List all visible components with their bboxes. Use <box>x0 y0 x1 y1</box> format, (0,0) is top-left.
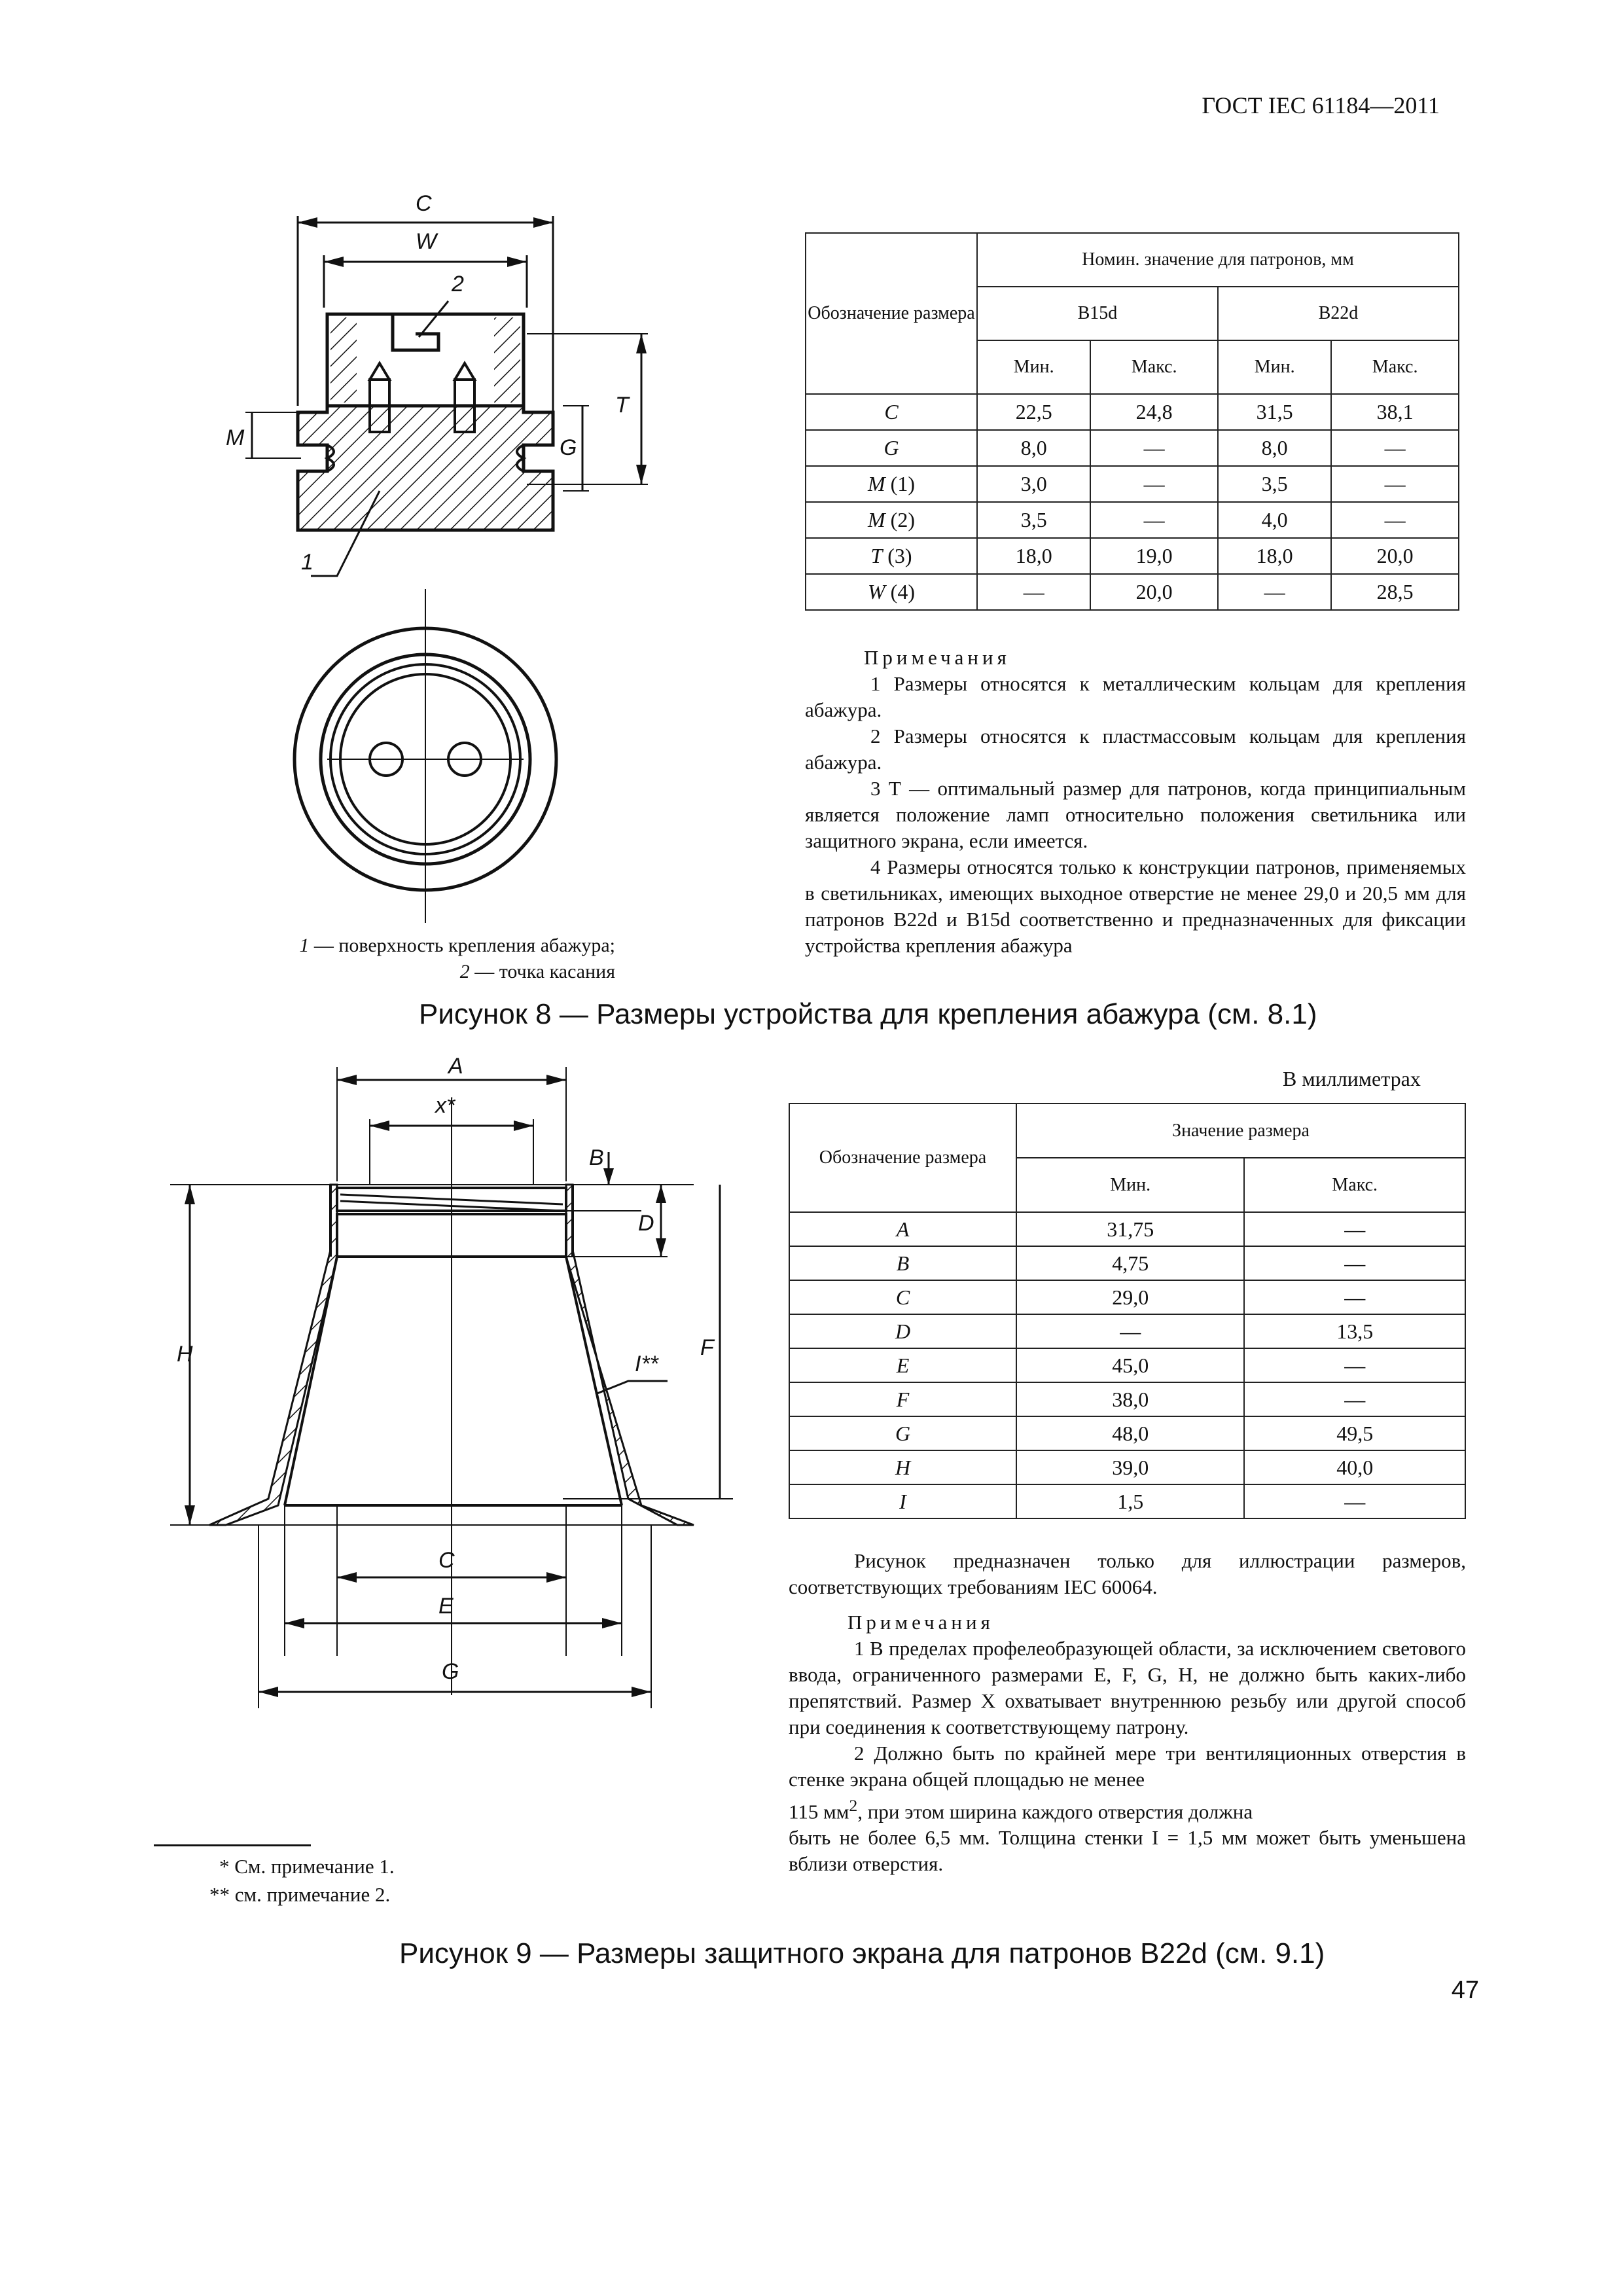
label-F: F <box>700 1335 714 1360</box>
label-1: 1 <box>301 550 313 575</box>
footnote-1: * См. примечание 1. <box>219 1855 395 1878</box>
figure8-caption: Рисунок 8 — Размеры устройства для крепления абажура (см. 8.1) <box>419 998 1317 1030</box>
table-row: I 1,5 — <box>789 1484 1465 1518</box>
note-1: 1 В пределах профелеобразующей области, за исключением светового ввода, ограниченного размерами E, F, G, H, не должно быть каких-либо препятствий. Размер X охватывает внутреннюю резьбу или другой способ при соединения к соответствующему патрону. <box>789 1637 1466 1738</box>
label-B: B <box>589 1145 604 1170</box>
page-header: ГОСТ IEC 61184—2011 <box>1202 92 1440 118</box>
note-3: 3 Т — оптимальный размер для патронов, когда принципиальным является положение ламп относительно положения светильника или защитного экрана, если имеется. <box>805 777 1466 852</box>
note-2: 2 Должно быть по крайней мере три вентиляционных отверстия в стенке экрана общей площадью не менее <box>789 1742 1466 1791</box>
label-A: A <box>448 1054 463 1079</box>
footnote-2: ** см. примечание 2. <box>209 1883 391 1906</box>
label-M: M <box>226 425 245 450</box>
notes-title: Примечания <box>864 646 1010 669</box>
figure9-drawing <box>170 1054 714 1748</box>
th-value: Значение размера <box>1016 1103 1465 1158</box>
table-row: H 39,0 40,0 <box>789 1450 1465 1484</box>
label-W: W <box>416 229 437 254</box>
table-row: C 29,0 — <box>789 1280 1465 1314</box>
figure9-caption: Рисунок 9 — Размеры защитного экрана для патронов B22d (см. 9.1) <box>399 1937 1325 1969</box>
figure9-intro: Рисунок предназначен только для иллюстрации размеров, соответствующих требованиям IEC 60064. <box>789 1549 1466 1598</box>
label-2: 2 <box>452 272 464 296</box>
label-C: C <box>416 191 432 216</box>
table-row: C 22,5 24,8 31,5 38,1 <box>806 394 1459 430</box>
th-max: Макс. <box>1331 340 1459 394</box>
table-row: A 31,75 — <box>789 1212 1465 1246</box>
figure8-drawing <box>196 183 629 923</box>
th-designation: Обозначение размера <box>806 233 977 394</box>
figure8-legend: 1 — поверхность крепления абажура; 2 — точка касания <box>299 935 615 982</box>
table-row: D — 13,5 <box>789 1314 1465 1348</box>
note-2-area: 115 $мм^2$, при этом ширина каждого отверстия должна <box>789 1796 1253 1823</box>
table-row: E 45,0 — <box>789 1348 1465 1382</box>
table-row: T (3) 18,0 19,0 18,0 20,0 <box>806 538 1459 574</box>
label-E: E <box>438 1594 454 1619</box>
table-row: G 8,0 — 8,0 — <box>806 430 1459 466</box>
th-min: Мин. <box>1016 1158 1244 1212</box>
th-b22d: B22d <box>1218 287 1459 340</box>
table-row: M (1) 3,0 — 3,5 — <box>806 466 1459 502</box>
figure8-table <box>805 232 1459 611</box>
note-1: 1 Размеры относятся к металлическим кольцам для крепления абажура. <box>805 672 1466 721</box>
page-number: 47 <box>1451 1977 1479 2004</box>
label-C2: C <box>438 1548 455 1573</box>
th-min: Мин. <box>977 340 1090 394</box>
label-H: H <box>177 1342 193 1367</box>
figure8-notes <box>805 645 1466 959</box>
table-row: M (2) 3,5 — 4,0 — <box>806 502 1459 538</box>
note-2: 2 Размеры относятся к пластмассовым кольцам для крепления абажура. <box>805 725 1466 774</box>
table-row: G 48,0 49,5 <box>789 1416 1465 1450</box>
note-2-end: быть не более 6,5 мм. Толщина стенки I = 1,5 мм может быть уменьшена вблизи отверстия. <box>789 1826 1466 1876</box>
label-D: D <box>638 1211 654 1236</box>
table-row: F 38,0 — <box>789 1382 1465 1416</box>
label-G2: G <box>442 1659 459 1684</box>
table-row: W (4) — 20,0 — 28,5 <box>806 574 1459 610</box>
label-I: I** <box>635 1352 658 1376</box>
th-min: Мин. <box>1218 340 1331 394</box>
label-T: T <box>615 393 629 418</box>
notes-title: Примечания <box>847 1611 994 1634</box>
note-4: 4 Размеры относятся только к конструкции патронов, применяемых в светильниках, имеющих выходное отверстие не менее 29,0 и 20,5 мм для патронов B22d и B15d соответственно и предназначенных для фиксации устройства крепления абажура <box>805 855 1466 957</box>
label-G: G <box>560 435 577 460</box>
label-x: x* <box>435 1093 455 1118</box>
figure9-notes <box>789 1548 1466 1877</box>
th-max: Макс. <box>1090 340 1218 394</box>
th-max: Макс. <box>1244 1158 1465 1212</box>
units-note: В миллиметрах <box>1283 1067 1421 1090</box>
figure9-table <box>789 1103 1466 1519</box>
th-nominal: Номин. значение для патронов, мм <box>977 233 1459 287</box>
th-designation: Обозначение размера <box>789 1103 1016 1212</box>
table-row: B 4,75 — <box>789 1246 1465 1280</box>
footnote-rule <box>154 1844 311 1846</box>
th-b15d: B15d <box>977 287 1218 340</box>
